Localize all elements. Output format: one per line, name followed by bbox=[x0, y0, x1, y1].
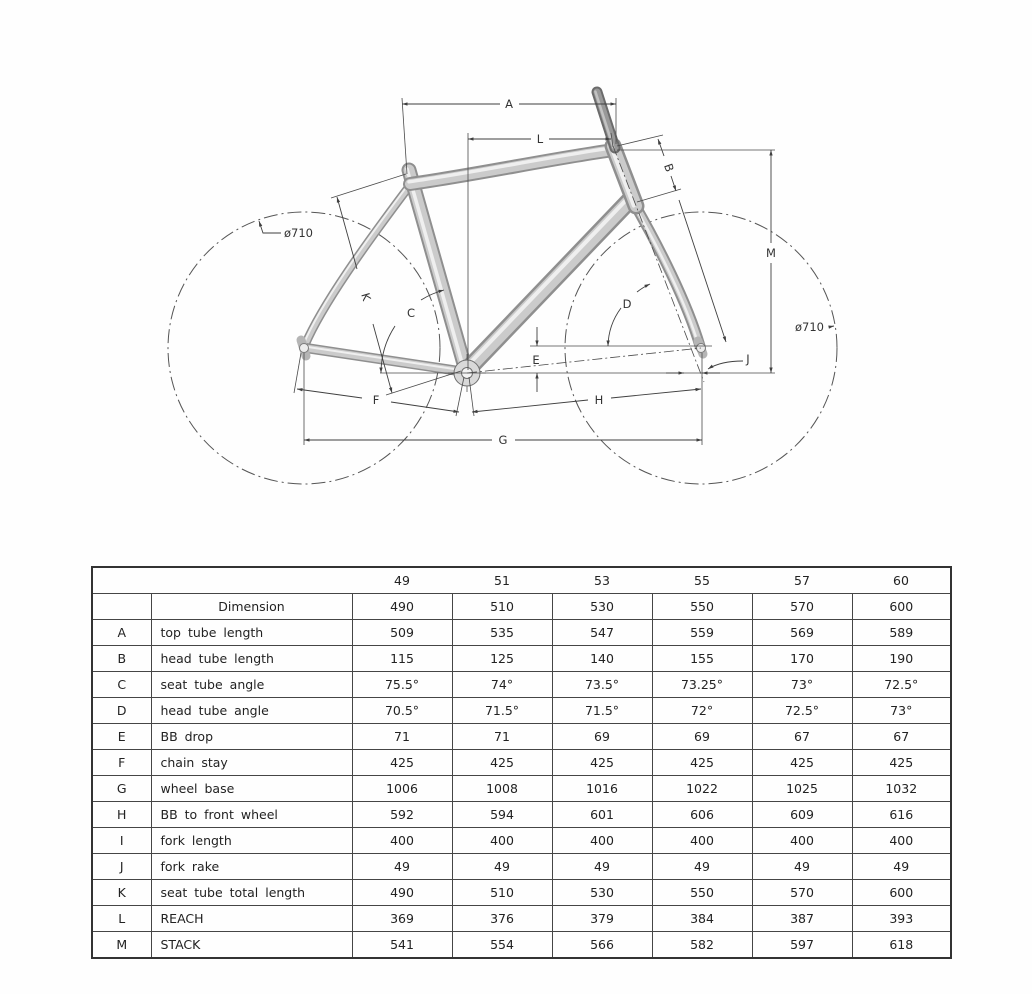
value-cell: 616 bbox=[852, 802, 951, 828]
value-cell: 49 bbox=[852, 854, 951, 880]
value-cell: 70.5° bbox=[352, 698, 452, 724]
value-cell: 400 bbox=[652, 828, 752, 854]
dim-head-angle-D bbox=[608, 284, 650, 346]
value-cell: 379 bbox=[552, 906, 652, 932]
dimension-name-cell: BB to front wheel bbox=[151, 802, 352, 828]
geometry-row bbox=[92, 802, 951, 828]
geometry-row bbox=[92, 906, 951, 932]
value-cell: 71 bbox=[352, 724, 452, 750]
value-cell: 582 bbox=[652, 932, 752, 959]
geometry-row bbox=[92, 750, 951, 776]
wheel-diameter-label-left: ø710 bbox=[284, 226, 313, 240]
value-cell: 618 bbox=[852, 932, 951, 959]
value-cell: 72.5° bbox=[752, 698, 852, 724]
value-cell: 400 bbox=[352, 828, 452, 854]
letter-cell: H bbox=[92, 802, 151, 828]
value-cell: 490 bbox=[352, 594, 452, 620]
value-cell: 140 bbox=[552, 646, 652, 672]
value-cell: 541 bbox=[352, 932, 452, 959]
value-cell: 1006 bbox=[352, 776, 452, 802]
letter-cell: G bbox=[92, 776, 151, 802]
dimension-name-cell: STACK bbox=[151, 932, 352, 959]
value-cell: 425 bbox=[452, 750, 552, 776]
letter-cell: M bbox=[92, 932, 151, 959]
value-cell: 425 bbox=[852, 750, 951, 776]
value-cell: 509 bbox=[352, 620, 452, 646]
dimension-name-cell: head tube length bbox=[151, 646, 352, 672]
value-cell: 125 bbox=[452, 646, 552, 672]
geometry-row bbox=[92, 828, 951, 854]
value-cell: 425 bbox=[552, 750, 652, 776]
value-cell: 530 bbox=[552, 594, 652, 620]
dim-label-G: G bbox=[498, 433, 508, 447]
dimension-label-cell: Dimension bbox=[151, 594, 352, 620]
geometry-row bbox=[92, 776, 951, 802]
dim-label-A: A bbox=[505, 97, 513, 111]
dim-label-B: B bbox=[661, 161, 677, 174]
value-cell: 1032 bbox=[852, 776, 951, 802]
dimension-name-cell: chain stay bbox=[151, 750, 352, 776]
dimension-name-cell: seat tube total length bbox=[151, 880, 352, 906]
size-header-cell: 57 bbox=[752, 567, 852, 594]
value-cell: 535 bbox=[452, 620, 552, 646]
wheel-diameter-callout-left bbox=[259, 221, 313, 240]
value-cell: 72° bbox=[652, 698, 752, 724]
size-header-cell: 51 bbox=[452, 567, 552, 594]
size-header-cell: 53 bbox=[552, 567, 652, 594]
value-cell: 1022 bbox=[652, 776, 752, 802]
value-cell: 570 bbox=[752, 594, 852, 620]
value-cell: 1016 bbox=[552, 776, 652, 802]
value-cell: 384 bbox=[652, 906, 752, 932]
dim-label-L: L bbox=[536, 132, 544, 146]
letter-cell: E bbox=[92, 724, 151, 750]
value-cell: 554 bbox=[452, 932, 552, 959]
bike-frame bbox=[300, 92, 706, 392]
value-cell: 49 bbox=[652, 854, 752, 880]
value-cell: 569 bbox=[752, 620, 852, 646]
dim-head-tube-B bbox=[617, 135, 726, 342]
letter-cell: C bbox=[92, 672, 151, 698]
value-cell: 73.5° bbox=[552, 672, 652, 698]
dimension-name-cell: fork rake bbox=[151, 854, 352, 880]
value-cell: 606 bbox=[652, 802, 752, 828]
geometry-row bbox=[92, 620, 951, 646]
value-cell: 387 bbox=[752, 906, 852, 932]
value-cell: 170 bbox=[752, 646, 852, 672]
value-cell: 74° bbox=[452, 672, 552, 698]
value-cell: 49 bbox=[352, 854, 452, 880]
value-cell: 71.5° bbox=[452, 698, 552, 724]
value-cell: 155 bbox=[652, 646, 752, 672]
size-header-row bbox=[92, 567, 951, 594]
letter-cell: F bbox=[92, 750, 151, 776]
letter-cell: D bbox=[92, 698, 151, 724]
value-cell: 72.5° bbox=[852, 672, 951, 698]
size-header-cell: 55 bbox=[652, 567, 752, 594]
value-cell: 550 bbox=[652, 880, 752, 906]
value-cell: 400 bbox=[752, 828, 852, 854]
dimension-name-cell: head tube angle bbox=[151, 698, 352, 724]
letter-cell: A bbox=[92, 620, 151, 646]
geometry-row bbox=[92, 724, 951, 750]
value-cell: 73° bbox=[852, 698, 951, 724]
value-cell: 425 bbox=[752, 750, 852, 776]
value-cell: 550 bbox=[652, 594, 752, 620]
dim-label-D: D bbox=[622, 297, 632, 311]
dim-wheel-base-G bbox=[304, 353, 702, 447]
letter-cell bbox=[92, 594, 151, 620]
dimension-name-cell: wheel base bbox=[151, 776, 352, 802]
geometry-row bbox=[92, 672, 951, 698]
dim-label-C: C bbox=[406, 306, 416, 320]
value-cell: 589 bbox=[852, 620, 951, 646]
value-cell: 400 bbox=[552, 828, 652, 854]
value-cell: 594 bbox=[452, 802, 552, 828]
value-cell: 67 bbox=[852, 724, 951, 750]
value-cell: 400 bbox=[852, 828, 951, 854]
value-cell: 425 bbox=[352, 750, 452, 776]
dim-label-M: M bbox=[766, 246, 776, 260]
value-cell: 597 bbox=[752, 932, 852, 959]
value-cell: 592 bbox=[352, 802, 452, 828]
dim-fork-rake-J bbox=[666, 352, 750, 373]
value-cell: 570 bbox=[752, 880, 852, 906]
letter-cell: K bbox=[92, 880, 151, 906]
geometry-table bbox=[91, 566, 952, 959]
dim-bb-drop-E bbox=[532, 327, 539, 392]
geometry-row bbox=[92, 698, 951, 724]
value-cell: 115 bbox=[352, 646, 452, 672]
value-cell: 49 bbox=[452, 854, 552, 880]
value-cell: 510 bbox=[452, 594, 552, 620]
value-cell: 1025 bbox=[752, 776, 852, 802]
value-cell: 1008 bbox=[452, 776, 552, 802]
dim-label-J: J bbox=[746, 352, 750, 366]
value-cell: 73° bbox=[752, 672, 852, 698]
value-cell: 73.25° bbox=[652, 672, 752, 698]
value-cell: 566 bbox=[552, 932, 652, 959]
dim-bb-front-H bbox=[469, 377, 701, 416]
geometry-row bbox=[92, 646, 951, 672]
geometry-row bbox=[92, 932, 951, 959]
value-cell: 49 bbox=[552, 854, 652, 880]
value-cell: 71.5° bbox=[552, 698, 652, 724]
dim-label-E: E bbox=[532, 353, 540, 367]
value-cell: 49 bbox=[752, 854, 852, 880]
value-cell: 530 bbox=[552, 880, 652, 906]
geometry-row bbox=[92, 854, 951, 880]
dim-label-H: H bbox=[594, 393, 604, 407]
dim-label-F: F bbox=[372, 393, 380, 407]
value-cell: 67 bbox=[752, 724, 852, 750]
dimension-name-cell: seat tube angle bbox=[151, 672, 352, 698]
value-cell: 510 bbox=[452, 880, 552, 906]
value-cell: 547 bbox=[552, 620, 652, 646]
size-header-cell: 49 bbox=[352, 567, 452, 594]
dimension-name-cell: top tube length bbox=[151, 620, 352, 646]
value-cell: 601 bbox=[552, 802, 652, 828]
size-header-cell: 60 bbox=[852, 567, 951, 594]
letter-cell: I bbox=[92, 828, 151, 854]
value-cell: 69 bbox=[652, 724, 752, 750]
value-cell: 376 bbox=[452, 906, 552, 932]
value-cell: 600 bbox=[852, 594, 951, 620]
letter-cell: B bbox=[92, 646, 151, 672]
wheel-diameter-label-right: ø710 bbox=[795, 320, 824, 334]
letter-cell: L bbox=[92, 906, 151, 932]
value-cell: 190 bbox=[852, 646, 951, 672]
dimension-name-cell: BB drop bbox=[151, 724, 352, 750]
wheel-diameter-callout-right bbox=[795, 320, 834, 334]
dim-label-K: K bbox=[358, 291, 374, 303]
value-cell: 71 bbox=[452, 724, 552, 750]
dimension-row bbox=[92, 594, 951, 620]
value-cell: 69 bbox=[552, 724, 652, 750]
value-cell: 490 bbox=[352, 880, 452, 906]
value-cell: 600 bbox=[852, 880, 951, 906]
value-cell: 393 bbox=[852, 906, 951, 932]
value-cell: 400 bbox=[452, 828, 552, 854]
letter-cell: J bbox=[92, 854, 151, 880]
size-header-spacer bbox=[92, 567, 352, 594]
dimension-name-cell: fork length bbox=[151, 828, 352, 854]
dimension-name-cell: REACH bbox=[151, 906, 352, 932]
value-cell: 559 bbox=[652, 620, 752, 646]
value-cell: 75.5° bbox=[352, 672, 452, 698]
value-cell: 369 bbox=[352, 906, 452, 932]
geometry-row bbox=[92, 880, 951, 906]
value-cell: 609 bbox=[752, 802, 852, 828]
value-cell: 425 bbox=[652, 750, 752, 776]
